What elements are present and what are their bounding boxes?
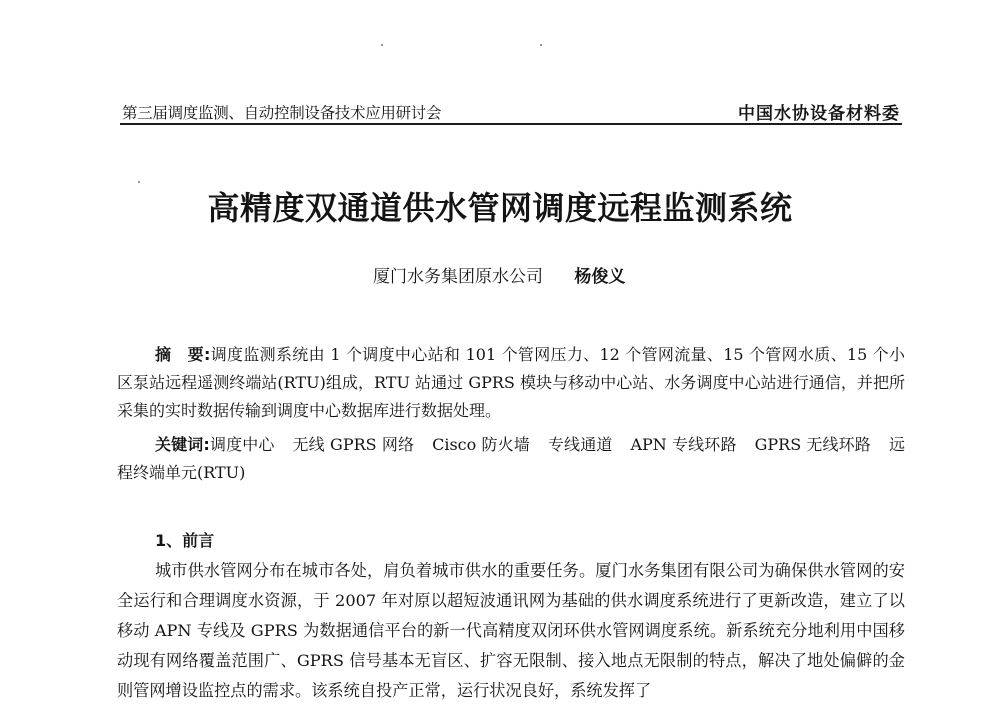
body-paragraph: 城市供水管网分布在城市各处，肩负着城市供水的重要任务。厦门水务集团有限公司为确保供水管网的安全运行和合理调度水资源，于 2007 年对原以超短波通讯网为基础的供水调度系统进行了更新改造，建立了以移动 APN 专线及 GPRS 为数据通信平台的新一代高精度双闭环供水管网调度系统。新系统充分地利用中国移动现有网络覆盖范围广、GPRS 信号基本无盲区、扩容无限制、接入地点无限制的特点，解决了地处偏僻的金则管网增设监控点的需求。该系统自投产正常，运行状况良好，系统发挥了 [117, 561, 905, 700]
keyword: GPRS 无线环路 [754, 435, 871, 454]
running-header [120, 99, 902, 125]
section-heading: 1、前言 [155, 531, 215, 550]
abstract-label: 摘 要: [155, 345, 211, 364]
author-line [373, 262, 625, 287]
abstract [117, 341, 905, 425]
keyword: 专线通道 [547, 435, 613, 454]
keyword: APN 专线环路 [630, 435, 737, 454]
keyword: 远程终端单元(RTU) [117, 435, 905, 482]
organizer-name: 中国水协设备材料委 [738, 104, 900, 124]
keyword: Cisco 防火墙 [432, 435, 530, 454]
conference-name: 第三届调度监测、自动控制设备技术应用研讨会 [122, 104, 442, 122]
keyword: 调度中心 [209, 435, 275, 454]
author-organization: 厦门水务集团原水公司 [373, 267, 543, 287]
scan-speck [540, 44, 542, 46]
scan-speck [138, 181, 140, 183]
keywords [117, 431, 905, 487]
keywords-label: 关键词: [155, 435, 210, 454]
keyword: 无线 GPRS 网络 [292, 435, 415, 454]
author-name: 杨俊义 [574, 267, 626, 287]
paper-title: 高精度双通道供水管网调度远程监测系统 [207, 189, 793, 227]
abstract-text: 调度监测系统由 1 个调度中心站和 101 个管网压力、12 个管网流量、15 个管网水质、15 个小区泵站远程遥测终端站(RTU)组成，RTU 站通过 GPRS 模块与移动中心站、水务调度中心站进行通信，并把所采集的实时数据传输到调度中心数据库进行数据处理。 [117, 345, 905, 420]
scan-speck [381, 44, 383, 46]
